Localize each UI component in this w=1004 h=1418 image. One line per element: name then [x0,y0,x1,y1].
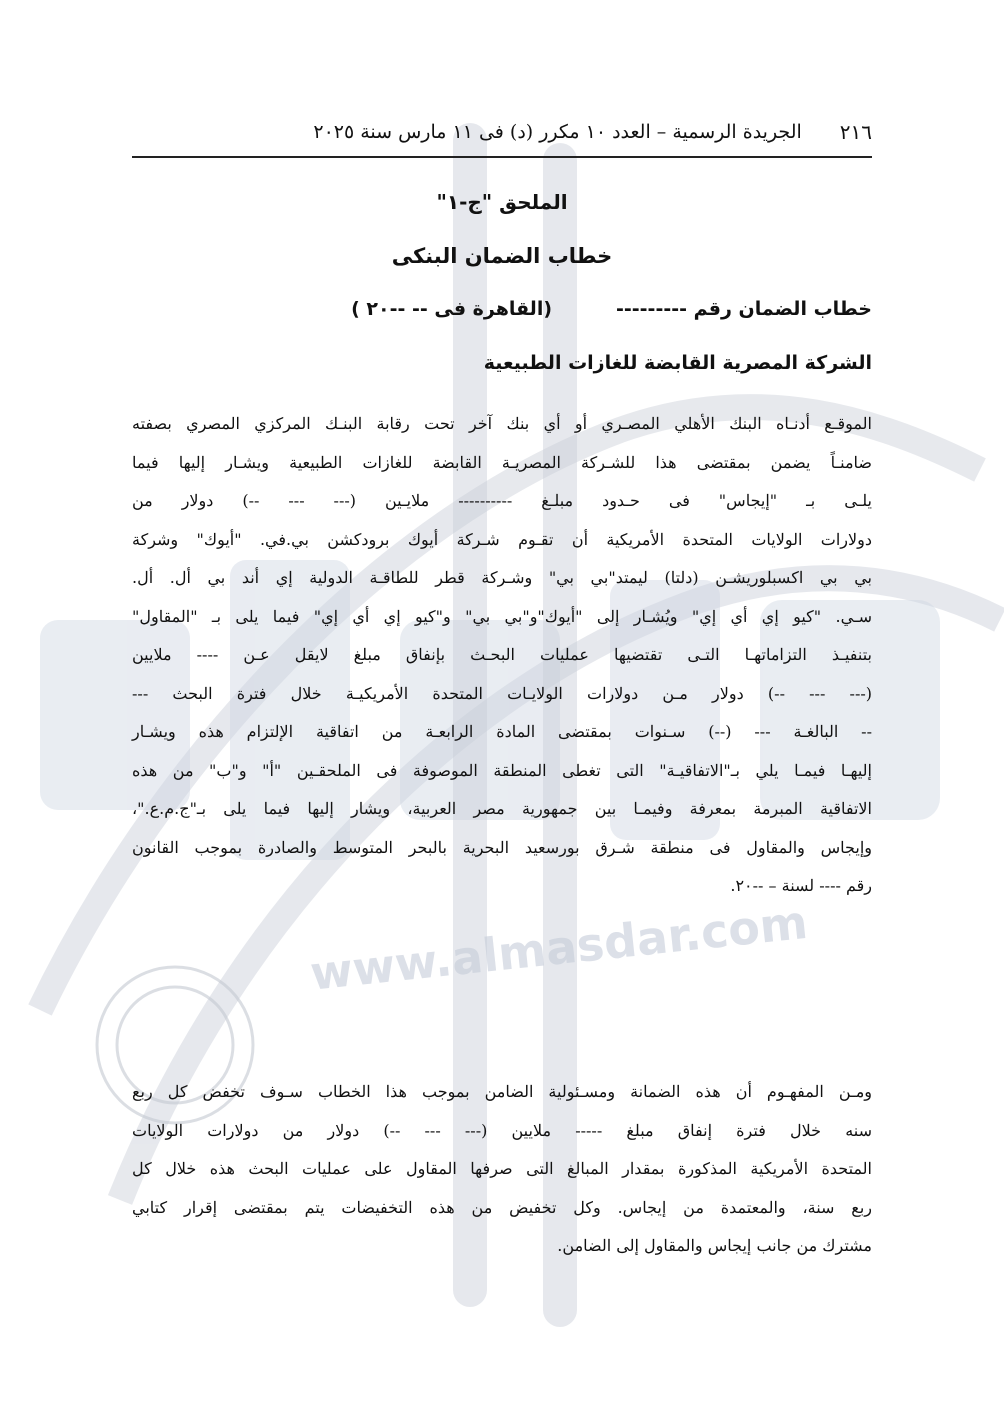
paragraph-line: سـي. "كيو إي أي إي" ويُشـار إلى "أيوك"و"بي بي" و"كيو إي أي إي" فيما يلى بـ "المقاول" [132,606,872,626]
paragraph-line: ضامنـاً يضمن بمقتضى هذا للشـركة المصريـة القابضة للغازات الطبيعية ويشـار إليها فيما [132,452,872,472]
svg-text:www.almasdar.com: www.almasdar.com [307,894,811,1001]
page-number: ٢١٦ [839,120,872,144]
paragraph-reduction-terms [132,1073,872,1266]
document-title: خطاب الضمان البنكى [391,244,613,268]
paragraph-line: رقم ---- لسنة – --٢٠. [730,876,872,895]
paragraph-line: ومـن المفهـوم أن هذه الضمانة ومسـئولية الضامن بموجب هذا الخطاب سـوف تخفض كل ربع [132,1082,872,1101]
paragraph-line: وإيجاس والمقاول فى منطقة شـرق بورسعيد البحرية بالبحر المتوسط والصادرة بموجب القانون [132,837,872,857]
paragraph-line: المتحدة الأمريكية المذكورة بمقدار المبالغ التى صرفها المقاول على عمليات البحث هذه خلال كل [132,1159,872,1178]
paragraph-line: ربع سنة، والمعتمدة من إيجاس. وكل تخفيض من هذه التخفيضات يتم بمقتضى إقرار كتابي [132,1197,872,1217]
paragraph-line: سنه خلال فترة إنفاق مبلغ ----- ملايين (--- --- --) دولار من دولارات الولايات [132,1120,873,1140]
paragraph-line: مشترك من جانب إيجاس والمقاول إلى الضامن. [557,1236,872,1255]
paragraph-guarantee-body [132,405,872,906]
page-header [132,112,872,152]
addressee: الشركة المصرية القابضة للغازات الطبيعية [483,352,872,374]
annex-title: الملحق "ج-١" [436,190,568,214]
paragraph-line: الاتفاقية المبرمة بمعرفة وفيمـا بين جمهورية مصر العربية، ويشار إليها فيما يلى بـ"ج.م.ع."، [132,799,872,818]
guarantee-number: خطاب الضمان رقم --------- [616,298,872,320]
paragraph-line: بي بي اكسبلوريشـن (دلتا) ليمتد"بي بي" وشـركة قطر للطاقـة الدولية إي أند بي أل. أل. [132,568,872,587]
paragraph-line: بتنفيـذ التزاماتهـا التـى تقتضيها عمليات البحـث بإنفاق مبلغ لايقل عـن ---- ملايين [132,645,872,664]
paragraph-line: (--- --- --) دولار مـن دولارات الولايـات المتحدة الأمريكيـة خلال فترة البحث --- [132,683,872,703]
publication-info: الجريدة الرسمية – العدد ١٠ مكرر (د) فى ١١ مارس سنة ٢٠٢٥ [313,121,802,143]
paragraph-line: الموقـع أدنـاه البنك الأهلي المصـري أو أي بنك آخر تحت رقابة البنـك المركزي المصري بصفته [132,414,872,433]
header-divider [132,156,872,158]
reference-line [132,298,872,320]
paragraph-line: إليهـا فيمـا يلي بـ"الاتفاقيـة" التى تغطى المنطقة الموصوفة فى الملحقـين "أ" و"ب" من هذه [132,760,872,780]
paragraph-line: يلـى بـ "إيجاس" فى حـدود مبلـغ ---------- ملايـين (--- --- --) دولار من [132,491,872,510]
paragraph-line: -- البالغـة --- (--) سـنوات بمقتضى المادة الرابعـة من اتفاقية الإلتزام هذه ويشـار [132,722,872,741]
paragraph-line: دولارات الولايات المتحدة الأمريكية أن تقـوم شـركة أيوك برودكشن بي.في. "أيوك" وشركة [132,529,872,549]
place-date: (القاهرة فى -- --٢٠ ) [351,298,553,320]
